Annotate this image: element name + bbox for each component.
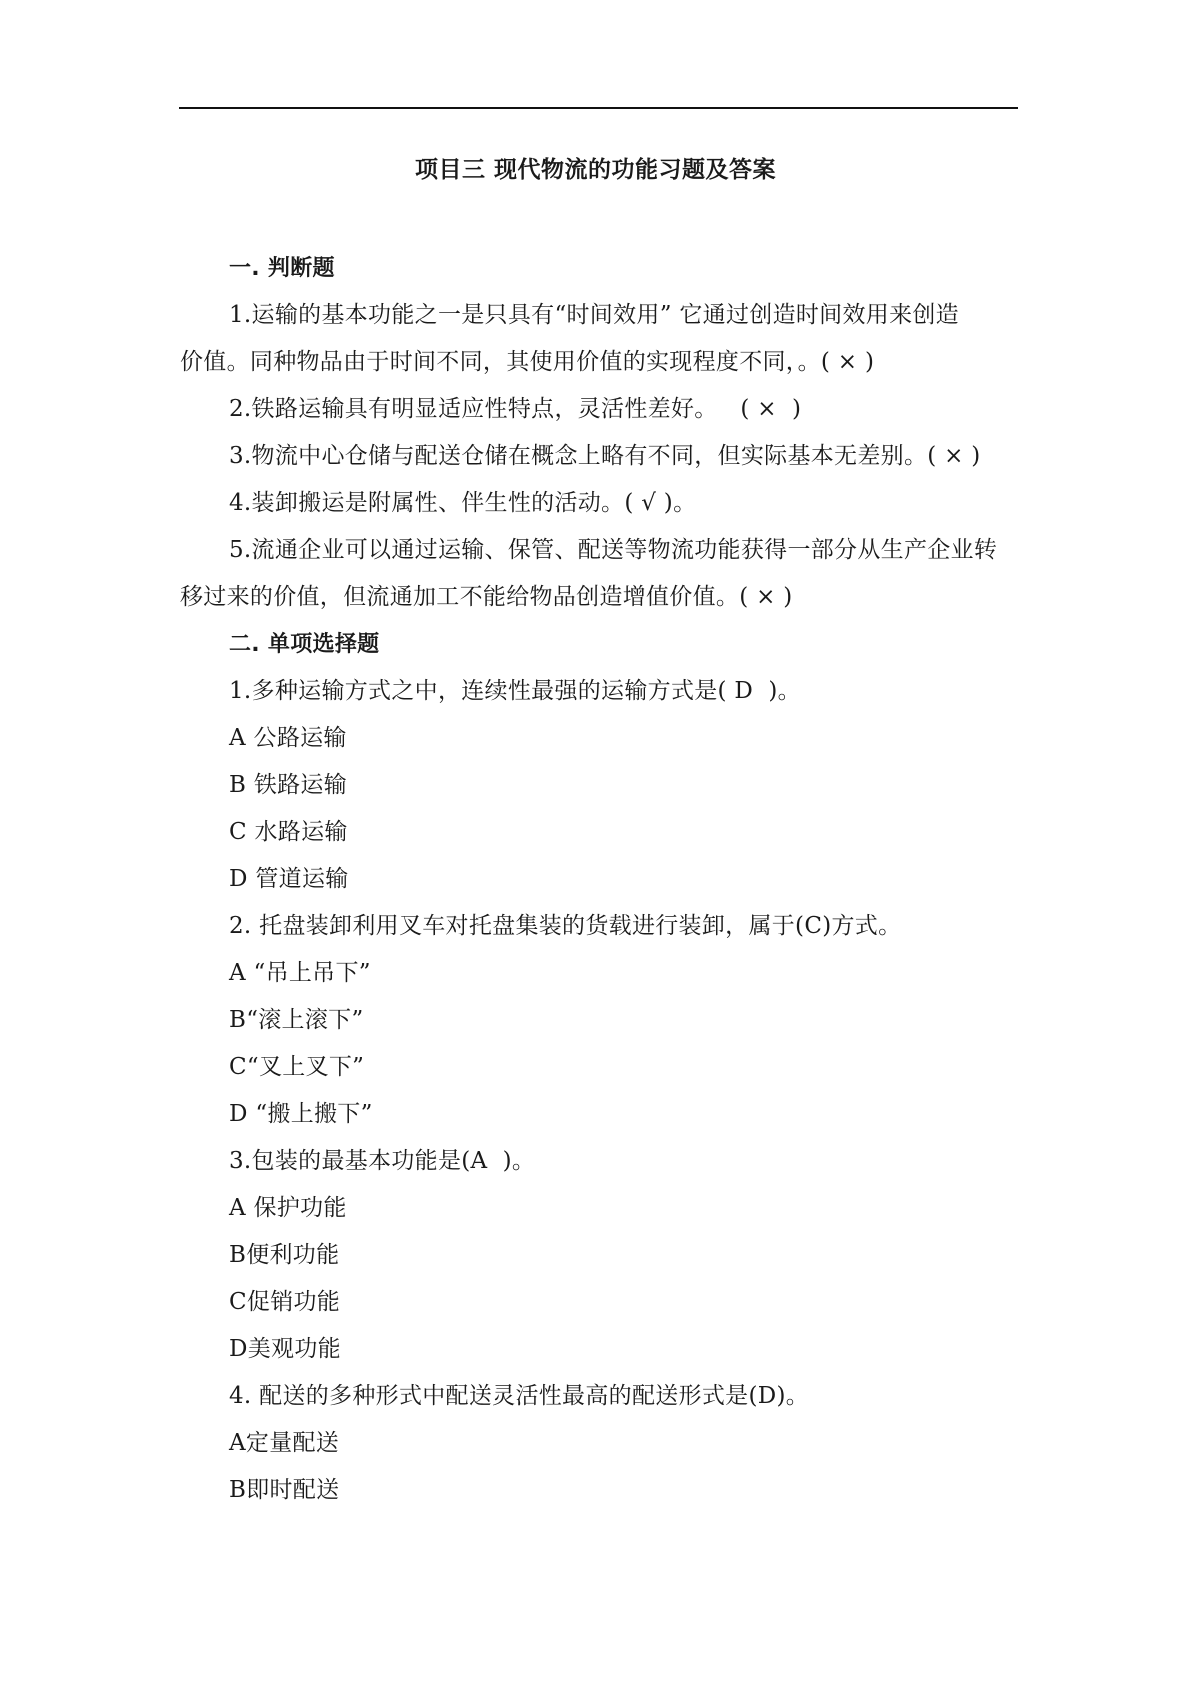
answer-option: A “吊上吊下” xyxy=(229,960,371,986)
item-line: 2.铁路运输具有明显适应性特点，灵活性差好。 ( × ) xyxy=(229,396,802,422)
answer-option: D “搬上搬下” xyxy=(229,1101,373,1127)
answer-option: B便利功能 xyxy=(229,1242,340,1268)
item-line: 3.物流中心仓储与配送仓储在概念上略有不同，但实际基本无差别。( × ) xyxy=(229,443,981,469)
answer-option: A 保护功能 xyxy=(229,1195,347,1221)
true-false-item xyxy=(180,386,1018,433)
answer-option: B即时配送 xyxy=(229,1477,340,1503)
answer-option: C 水路运输 xyxy=(229,819,348,845)
answer-option: C“叉上叉下” xyxy=(229,1054,365,1080)
question-stem: 4. 配送的多种形式中配送灵活性最高的配送形式是(D)。 xyxy=(229,1383,810,1409)
answer-option: D美观功能 xyxy=(229,1336,341,1362)
answer-option: B“滚上滚下” xyxy=(229,1007,364,1033)
true-false-item xyxy=(180,292,1018,386)
section-heading-single-choice: 二. 单项选择题 xyxy=(229,632,380,657)
answer-option: D 管道运输 xyxy=(229,866,349,892)
question-stem: 3.包装的最基本功能是(A )。 xyxy=(229,1148,536,1174)
choice-question xyxy=(180,903,1018,1138)
choice-question xyxy=(180,1373,1018,1514)
item-line-continued: 移过来的价值，但流通加工不能给物品创造增值价值。( × ) xyxy=(180,584,793,610)
section-heading-true-false: 一. 判断题 xyxy=(229,256,335,281)
item-line-continued: 价值。同种物品由于时间不同，其使用价值的实现程度不同，。( × ) xyxy=(180,349,875,375)
item-line: 5.流通企业可以通过运输、保管、配送等物流功能获得一部分从生产企业转 xyxy=(229,537,998,563)
answer-option: C促销功能 xyxy=(229,1289,341,1315)
header-rule xyxy=(179,107,1018,109)
document-body xyxy=(180,245,1018,1514)
choice-question xyxy=(180,668,1018,903)
page-title: 项目三 现代物流的功能习题及答案 xyxy=(414,157,776,183)
answer-option: B 铁路运输 xyxy=(229,772,348,798)
true-false-item xyxy=(180,480,1018,527)
question-stem: 2. 托盘装卸利用叉车对托盘集装的货载进行装卸，属于(C)方式。 xyxy=(229,913,902,939)
item-line: 1.运输的基本功能之一是只具有“时间效用” 它通过创造时间效用来创造 xyxy=(229,302,959,328)
true-false-item xyxy=(180,527,1018,621)
item-line: 4.装卸搬运是附属性、伴生性的活动。( √ )。 xyxy=(229,490,697,516)
answer-option: A定量配送 xyxy=(229,1430,340,1456)
question-stem: 1.多种运输方式之中，连续性最强的运输方式是( D )。 xyxy=(229,678,801,704)
answer-option: A 公路运输 xyxy=(229,725,347,751)
choice-question xyxy=(180,1138,1018,1373)
true-false-item xyxy=(180,433,1018,480)
